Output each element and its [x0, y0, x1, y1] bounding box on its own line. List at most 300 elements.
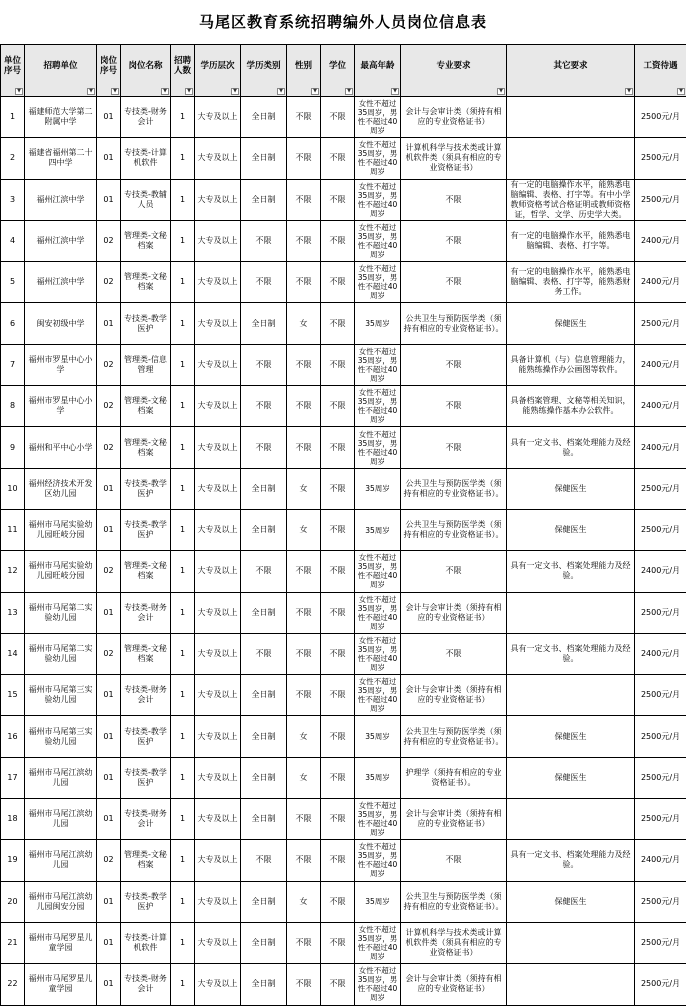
column-header — [121, 45, 171, 97]
cell-headcount: 1 — [171, 799, 195, 840]
cell-recruiting-unit: 福州和平中心小学 — [25, 427, 97, 468]
cell-headcount: 1 — [171, 675, 195, 716]
cell-salary: 2400元/月 — [635, 633, 686, 674]
cell-headcount: 1 — [171, 840, 195, 881]
cell-gender: 不限 — [287, 799, 321, 840]
cell-post-number: 01 — [97, 675, 121, 716]
cell-recruiting-unit: 福州市马尾江滨幼儿园 — [25, 799, 97, 840]
filter-dropdown-icon[interactable]: ▼ — [15, 88, 23, 95]
cell-headcount: 1 — [171, 551, 195, 592]
table-row — [1, 840, 686, 881]
cell-headcount: 1 — [171, 386, 195, 427]
cell-major-requirement: 不限 — [401, 427, 507, 468]
cell-unit-number: 14 — [1, 633, 25, 674]
cell-unit-number: 5 — [1, 262, 25, 303]
cell-degree: 不限 — [321, 179, 355, 220]
cell-education-level: 大专及以上 — [195, 881, 241, 922]
header-row — [1, 45, 686, 97]
cell-unit-number: 2 — [1, 138, 25, 179]
cell-degree: 不限 — [321, 633, 355, 674]
cell-degree: 不限 — [321, 97, 355, 138]
cell-major-requirement: 不限 — [401, 220, 507, 261]
table-row — [1, 757, 686, 798]
table-row — [1, 97, 686, 138]
cell-post-number: 01 — [97, 509, 121, 550]
cell-degree: 不限 — [321, 922, 355, 963]
cell-post-name: 管理类-信息管理 — [121, 344, 171, 385]
cell-degree: 不限 — [321, 138, 355, 179]
cell-education-type: 不限 — [241, 220, 287, 261]
cell-recruiting-unit: 福州市马尾江滨幼儿园 — [25, 757, 97, 798]
cell-recruiting-unit: 福州市马尾罗星儿童学园 — [25, 964, 97, 1005]
cell-other-requirement — [507, 97, 635, 138]
cell-gender: 女 — [287, 757, 321, 798]
cell-education-level: 大专及以上 — [195, 922, 241, 963]
cell-education-level: 大专及以上 — [195, 303, 241, 344]
table-row — [1, 262, 686, 303]
table-row — [1, 799, 686, 840]
cell-gender: 不限 — [287, 964, 321, 1005]
cell-unit-number: 22 — [1, 964, 25, 1005]
filter-dropdown-icon[interactable]: ▼ — [345, 88, 353, 95]
cell-post-name: 专技类-教学医护 — [121, 509, 171, 550]
cell-post-number: 01 — [97, 922, 121, 963]
column-header — [507, 45, 635, 97]
cell-unit-number: 8 — [1, 386, 25, 427]
job-table — [0, 44, 686, 1006]
cell-post-number: 02 — [97, 840, 121, 881]
table-row — [1, 881, 686, 922]
cell-max-age: 女性不超过35周岁，男性不超过40周岁 — [355, 97, 401, 138]
filter-dropdown-icon[interactable]: ▼ — [391, 88, 399, 95]
cell-education-type: 全日制 — [241, 675, 287, 716]
cell-degree: 不限 — [321, 427, 355, 468]
cell-education-level: 大专及以上 — [195, 344, 241, 385]
cell-other-requirement: 具有一定文书、档案处理能力及经验。 — [507, 551, 635, 592]
cell-headcount: 1 — [171, 964, 195, 1005]
cell-education-level: 大专及以上 — [195, 551, 241, 592]
cell-other-requirement: 具备档案管理、文秘等相关知识，能熟练操作基本办公软件。 — [507, 386, 635, 427]
cell-post-name: 专技类-财务会计 — [121, 97, 171, 138]
column-header — [241, 45, 287, 97]
cell-headcount: 1 — [171, 716, 195, 757]
cell-education-level: 大专及以上 — [195, 138, 241, 179]
cell-gender: 不限 — [287, 344, 321, 385]
cell-post-name: 专技类-财务会计 — [121, 964, 171, 1005]
column-header-label: 最高年龄 — [360, 61, 394, 71]
cell-education-type: 全日制 — [241, 468, 287, 509]
cell-degree: 不限 — [321, 675, 355, 716]
column-header — [355, 45, 401, 97]
cell-major-requirement: 会计与会审计类（须持有相应的专业资格证书） — [401, 799, 507, 840]
cell-max-age: 女性不超过35周岁，男性不超过40周岁 — [355, 799, 401, 840]
table-row — [1, 675, 686, 716]
cell-gender: 不限 — [287, 97, 321, 138]
column-header-label: 学历层次 — [200, 61, 234, 71]
cell-major-requirement: 会计与会审计类（须持有相应的专业资格证书） — [401, 675, 507, 716]
column-header-label: 学位 — [329, 61, 346, 71]
cell-headcount: 1 — [171, 97, 195, 138]
cell-education-type: 全日制 — [241, 138, 287, 179]
table-row — [1, 551, 686, 592]
cell-recruiting-unit: 福州江滨中学 — [25, 179, 97, 220]
cell-unit-number: 15 — [1, 675, 25, 716]
table-row — [1, 427, 686, 468]
cell-post-number: 01 — [97, 964, 121, 1005]
cell-education-type: 全日制 — [241, 881, 287, 922]
cell-post-name: 专技类-财务会计 — [121, 799, 171, 840]
cell-education-type: 全日制 — [241, 179, 287, 220]
cell-post-number: 01 — [97, 881, 121, 922]
cell-max-age: 35周岁 — [355, 757, 401, 798]
cell-post-name: 专技类-教学医护 — [121, 468, 171, 509]
cell-gender: 不限 — [287, 262, 321, 303]
cell-degree: 不限 — [321, 551, 355, 592]
cell-education-level: 大专及以上 — [195, 964, 241, 1005]
cell-major-requirement: 护理学（须持有相应的专业资格证书）。 — [401, 757, 507, 798]
cell-recruiting-unit: 福州市罗星中心小学 — [25, 386, 97, 427]
cell-max-age: 35周岁 — [355, 303, 401, 344]
column-header-label: 学历类别 — [246, 61, 280, 71]
cell-max-age: 女性不超过35周岁，男性不超过40周岁 — [355, 427, 401, 468]
cell-degree: 不限 — [321, 716, 355, 757]
cell-education-level: 大专及以上 — [195, 262, 241, 303]
table-row — [1, 138, 686, 179]
cell-max-age: 女性不超过35周岁，男性不超过40周岁 — [355, 675, 401, 716]
cell-degree: 不限 — [321, 468, 355, 509]
cell-post-number: 01 — [97, 138, 121, 179]
column-header — [195, 45, 241, 97]
cell-max-age: 女性不超过35周岁，男性不超过40周岁 — [355, 592, 401, 633]
cell-post-number: 01 — [97, 592, 121, 633]
cell-recruiting-unit: 福州市马尾罗星儿童学园 — [25, 922, 97, 963]
cell-post-number: 02 — [97, 344, 121, 385]
cell-major-requirement: 不限 — [401, 262, 507, 303]
cell-gender: 不限 — [287, 592, 321, 633]
cell-salary: 2500元/月 — [635, 468, 686, 509]
filter-dropdown-icon[interactable]: ▼ — [111, 88, 119, 95]
filter-dropdown-icon[interactable]: ▼ — [277, 88, 285, 95]
cell-headcount: 1 — [171, 633, 195, 674]
cell-salary: 2500元/月 — [635, 509, 686, 550]
cell-unit-number: 11 — [1, 509, 25, 550]
cell-other-requirement: 具有一定文书、档案处理能力及经验。 — [507, 840, 635, 881]
cell-education-type: 全日制 — [241, 303, 287, 344]
table-row — [1, 716, 686, 757]
cell-other-requirement: 有一定的电脑操作水平，能熟悉电脑编辑、表格、打字等。有中小学教师资格考试合格证明或教师资格证，哲学、文学、历史学大类。 — [507, 179, 635, 220]
table-row — [1, 220, 686, 261]
cell-post-name: 管理类-文秘档案 — [121, 427, 171, 468]
cell-post-name: 管理类-文秘档案 — [121, 551, 171, 592]
cell-degree: 不限 — [321, 303, 355, 344]
cell-max-age: 女性不超过35周岁，男性不超过40周岁 — [355, 922, 401, 963]
cell-education-type: 全日制 — [241, 592, 287, 633]
cell-post-name: 专技类-教学医护 — [121, 303, 171, 344]
cell-unit-number: 4 — [1, 220, 25, 261]
cell-other-requirement: 保健医生 — [507, 468, 635, 509]
cell-recruiting-unit: 福州江滨中学 — [25, 262, 97, 303]
cell-salary: 2500元/月 — [635, 138, 686, 179]
cell-other-requirement: 有一定的电脑操作水平，能熟悉电脑编辑、表格、打字等，能熟悉财务工作。 — [507, 262, 635, 303]
cell-headcount: 1 — [171, 427, 195, 468]
cell-education-type: 不限 — [241, 344, 287, 385]
cell-other-requirement — [507, 138, 635, 179]
cell-unit-number: 18 — [1, 799, 25, 840]
cell-salary: 2400元/月 — [635, 344, 686, 385]
cell-post-name: 专技类-教学医护 — [121, 881, 171, 922]
cell-education-type: 全日制 — [241, 716, 287, 757]
cell-education-level: 大专及以上 — [195, 592, 241, 633]
cell-education-type: 不限 — [241, 551, 287, 592]
cell-other-requirement: 具有一定文书、档案处理能力及经验。 — [507, 633, 635, 674]
cell-unit-number: 19 — [1, 840, 25, 881]
column-header-label: 性别 — [295, 61, 312, 71]
cell-unit-number: 16 — [1, 716, 25, 757]
cell-recruiting-unit: 福州市马尾第二实验幼儿园 — [25, 592, 97, 633]
cell-max-age: 女性不超过35周岁，男性不超过40周岁 — [355, 551, 401, 592]
cell-post-name: 管理类-文秘档案 — [121, 262, 171, 303]
cell-degree: 不限 — [321, 592, 355, 633]
cell-salary: 2500元/月 — [635, 592, 686, 633]
cell-post-name: 管理类-文秘档案 — [121, 633, 171, 674]
cell-salary: 2400元/月 — [635, 386, 686, 427]
cell-major-requirement: 公共卫生与预防医学类（须持有相应的专业资格证书）。 — [401, 303, 507, 344]
cell-gender: 不限 — [287, 675, 321, 716]
cell-degree: 不限 — [321, 964, 355, 1005]
cell-post-name: 管理类-文秘档案 — [121, 840, 171, 881]
cell-major-requirement: 不限 — [401, 840, 507, 881]
cell-gender: 不限 — [287, 386, 321, 427]
cell-education-type: 全日制 — [241, 964, 287, 1005]
cell-degree: 不限 — [321, 757, 355, 798]
cell-post-name: 专技类-计算机软件 — [121, 138, 171, 179]
cell-unit-number: 9 — [1, 427, 25, 468]
column-header-label: 其它要求 — [553, 61, 587, 71]
cell-headcount: 1 — [171, 303, 195, 344]
cell-max-age: 女性不超过35周岁，男性不超过40周岁 — [355, 262, 401, 303]
cell-unit-number: 6 — [1, 303, 25, 344]
table-row — [1, 592, 686, 633]
cell-post-number: 02 — [97, 220, 121, 261]
column-header — [97, 45, 121, 97]
cell-education-level: 大专及以上 — [195, 840, 241, 881]
cell-gender: 不限 — [287, 922, 321, 963]
cell-headcount: 1 — [171, 509, 195, 550]
cell-post-number: 02 — [97, 427, 121, 468]
cell-max-age: 女性不超过35周岁，男性不超过40周岁 — [355, 220, 401, 261]
cell-post-name: 专技类-教学医护 — [121, 716, 171, 757]
cell-max-age: 35周岁 — [355, 881, 401, 922]
cell-max-age: 女性不超过35周岁，男性不超过40周岁 — [355, 344, 401, 385]
cell-salary: 2500元/月 — [635, 964, 686, 1005]
cell-degree: 不限 — [321, 386, 355, 427]
filter-dropdown-icon[interactable]: ▼ — [311, 88, 319, 95]
cell-other-requirement: 具有一定文书、档案处理能力及经验。 — [507, 427, 635, 468]
cell-salary: 2500元/月 — [635, 675, 686, 716]
cell-degree: 不限 — [321, 344, 355, 385]
cell-recruiting-unit: 福州市马尾实验幼儿园旺岐分园 — [25, 551, 97, 592]
cell-major-requirement: 公共卫生与预防医学类（须持有相应的专业资格证书）。 — [401, 468, 507, 509]
cell-education-level: 大专及以上 — [195, 799, 241, 840]
cell-headcount: 1 — [171, 179, 195, 220]
table-row — [1, 386, 686, 427]
cell-headcount: 1 — [171, 592, 195, 633]
column-header-label: 招聘单位 — [43, 61, 77, 71]
cell-degree: 不限 — [321, 840, 355, 881]
cell-degree: 不限 — [321, 881, 355, 922]
cell-post-name: 专技类-财务会计 — [121, 675, 171, 716]
page-title: 马尾区教育系统招聘编外人员岗位信息表 — [0, 0, 686, 44]
cell-max-age: 女性不超过35周岁，男性不超过40周岁 — [355, 964, 401, 1005]
cell-major-requirement: 公共卫生与预防医学类（须持有相应的专业资格证书）。 — [401, 881, 507, 922]
cell-unit-number: 10 — [1, 468, 25, 509]
cell-education-level: 大专及以上 — [195, 220, 241, 261]
cell-post-number: 02 — [97, 633, 121, 674]
cell-major-requirement: 会计与会审计类（须持有相应的专业资格证书） — [401, 97, 507, 138]
cell-gender: 不限 — [287, 138, 321, 179]
cell-headcount: 1 — [171, 922, 195, 963]
column-header — [635, 45, 686, 97]
cell-gender: 女 — [287, 468, 321, 509]
cell-salary: 2500元/月 — [635, 881, 686, 922]
column-header-label: 工资待遇 — [643, 61, 677, 71]
cell-gender: 不限 — [287, 220, 321, 261]
cell-post-number: 02 — [97, 551, 121, 592]
column-header — [171, 45, 195, 97]
table-row — [1, 303, 686, 344]
cell-post-number: 01 — [97, 799, 121, 840]
cell-salary: 2500元/月 — [635, 179, 686, 220]
cell-salary: 2400元/月 — [635, 840, 686, 881]
column-header-label: 招聘人数 — [174, 56, 191, 76]
cell-headcount: 1 — [171, 757, 195, 798]
cell-salary: 2400元/月 — [635, 427, 686, 468]
cell-unit-number: 7 — [1, 344, 25, 385]
cell-other-requirement: 有一定的电脑操作水平，能熟悉电脑编辑、表格、打字等。 — [507, 220, 635, 261]
filter-dropdown-icon[interactable]: ▼ — [625, 88, 633, 95]
cell-post-name: 管理类-文秘档案 — [121, 220, 171, 261]
cell-post-number: 01 — [97, 303, 121, 344]
cell-post-name: 专技类-计算机软件 — [121, 922, 171, 963]
filter-dropdown-icon[interactable]: ▼ — [87, 88, 95, 95]
cell-education-type: 不限 — [241, 262, 287, 303]
cell-unit-number: 1 — [1, 97, 25, 138]
cell-major-requirement: 不限 — [401, 551, 507, 592]
cell-post-name: 管理类-文秘档案 — [121, 386, 171, 427]
column-header-label: 专业要求 — [436, 61, 470, 71]
cell-salary: 2500元/月 — [635, 716, 686, 757]
cell-major-requirement: 公共卫生与预防医学类（须持有相应的专业资格证书）。 — [401, 716, 507, 757]
cell-unit-number: 17 — [1, 757, 25, 798]
cell-major-requirement: 不限 — [401, 633, 507, 674]
table-row — [1, 344, 686, 385]
cell-education-type: 不限 — [241, 427, 287, 468]
cell-recruiting-unit: 福建省福州第二十四中学 — [25, 138, 97, 179]
cell-post-number: 02 — [97, 386, 121, 427]
cell-post-name: 专技类-财务会计 — [121, 592, 171, 633]
cell-degree: 不限 — [321, 220, 355, 261]
cell-post-number: 01 — [97, 179, 121, 220]
cell-unit-number: 13 — [1, 592, 25, 633]
cell-post-name: 专技类-教学医护 — [121, 757, 171, 798]
cell-salary: 2400元/月 — [635, 220, 686, 261]
cell-major-requirement: 不限 — [401, 179, 507, 220]
cell-post-number: 01 — [97, 97, 121, 138]
cell-recruiting-unit: 闽安初级中学 — [25, 303, 97, 344]
table-row — [1, 509, 686, 550]
cell-salary: 2400元/月 — [635, 551, 686, 592]
cell-post-name: 专技类-教辅人员 — [121, 179, 171, 220]
column-header-label: 单位序号 — [4, 56, 21, 76]
cell-unit-number: 20 — [1, 881, 25, 922]
cell-education-type: 全日制 — [241, 97, 287, 138]
cell-education-type: 不限 — [241, 633, 287, 674]
cell-education-level: 大专及以上 — [195, 716, 241, 757]
cell-major-requirement: 不限 — [401, 386, 507, 427]
cell-recruiting-unit: 福州市马尾第三实验幼儿园 — [25, 716, 97, 757]
cell-gender: 女 — [287, 716, 321, 757]
cell-recruiting-unit: 福州市马尾实验幼儿园旺岐分园 — [25, 509, 97, 550]
cell-gender: 不限 — [287, 427, 321, 468]
cell-gender: 女 — [287, 303, 321, 344]
cell-education-level: 大专及以上 — [195, 97, 241, 138]
filter-dropdown-icon[interactable]: ▼ — [497, 88, 505, 95]
cell-gender: 不限 — [287, 551, 321, 592]
cell-education-type: 不限 — [241, 386, 287, 427]
cell-headcount: 1 — [171, 262, 195, 303]
column-header — [287, 45, 321, 97]
cell-headcount: 1 — [171, 344, 195, 385]
cell-max-age: 女性不超过35周岁，男性不超过40周岁 — [355, 633, 401, 674]
cell-max-age: 35周岁 — [355, 468, 401, 509]
filter-dropdown-icon[interactable]: ▼ — [161, 88, 169, 95]
column-header — [401, 45, 507, 97]
cell-salary: 2500元/月 — [635, 799, 686, 840]
cell-education-level: 大专及以上 — [195, 427, 241, 468]
column-header — [321, 45, 355, 97]
cell-post-number: 01 — [97, 716, 121, 757]
cell-recruiting-unit: 福州市马尾第二实验幼儿园 — [25, 633, 97, 674]
cell-other-requirement — [507, 675, 635, 716]
cell-other-requirement: 具备计算机（与）信息管理能力，能熟练操作办公画图等软件。 — [507, 344, 635, 385]
cell-headcount: 1 — [171, 881, 195, 922]
cell-headcount: 1 — [171, 138, 195, 179]
cell-education-type: 全日制 — [241, 509, 287, 550]
cell-major-requirement: 不限 — [401, 344, 507, 385]
cell-major-requirement: 公共卫生与预防医学类（须持有相应的专业资格证书）。 — [401, 509, 507, 550]
filter-dropdown-icon[interactable]: ▼ — [677, 88, 685, 95]
filter-dropdown-icon[interactable]: ▼ — [231, 88, 239, 95]
cell-education-type: 全日制 — [241, 799, 287, 840]
cell-headcount: 1 — [171, 220, 195, 261]
cell-recruiting-unit: 福建师范大学第二附属中学 — [25, 97, 97, 138]
cell-other-requirement: 保健医生 — [507, 509, 635, 550]
cell-education-type: 全日制 — [241, 922, 287, 963]
cell-education-level: 大专及以上 — [195, 633, 241, 674]
cell-major-requirement: 会计与会审计类（须持有相应的专业资格证书） — [401, 592, 507, 633]
cell-gender: 不限 — [287, 179, 321, 220]
table-row — [1, 468, 686, 509]
cell-gender: 女 — [287, 509, 321, 550]
cell-recruiting-unit: 福州市马尾江滨幼儿园 — [25, 840, 97, 881]
cell-post-number: 01 — [97, 468, 121, 509]
cell-max-age: 35周岁 — [355, 509, 401, 550]
column-header — [1, 45, 25, 97]
table-row — [1, 633, 686, 674]
cell-recruiting-unit: 福州市马尾第三实验幼儿园 — [25, 675, 97, 716]
filter-dropdown-icon[interactable]: ▼ — [185, 88, 193, 95]
cell-recruiting-unit: 福州市罗星中心小学 — [25, 344, 97, 385]
